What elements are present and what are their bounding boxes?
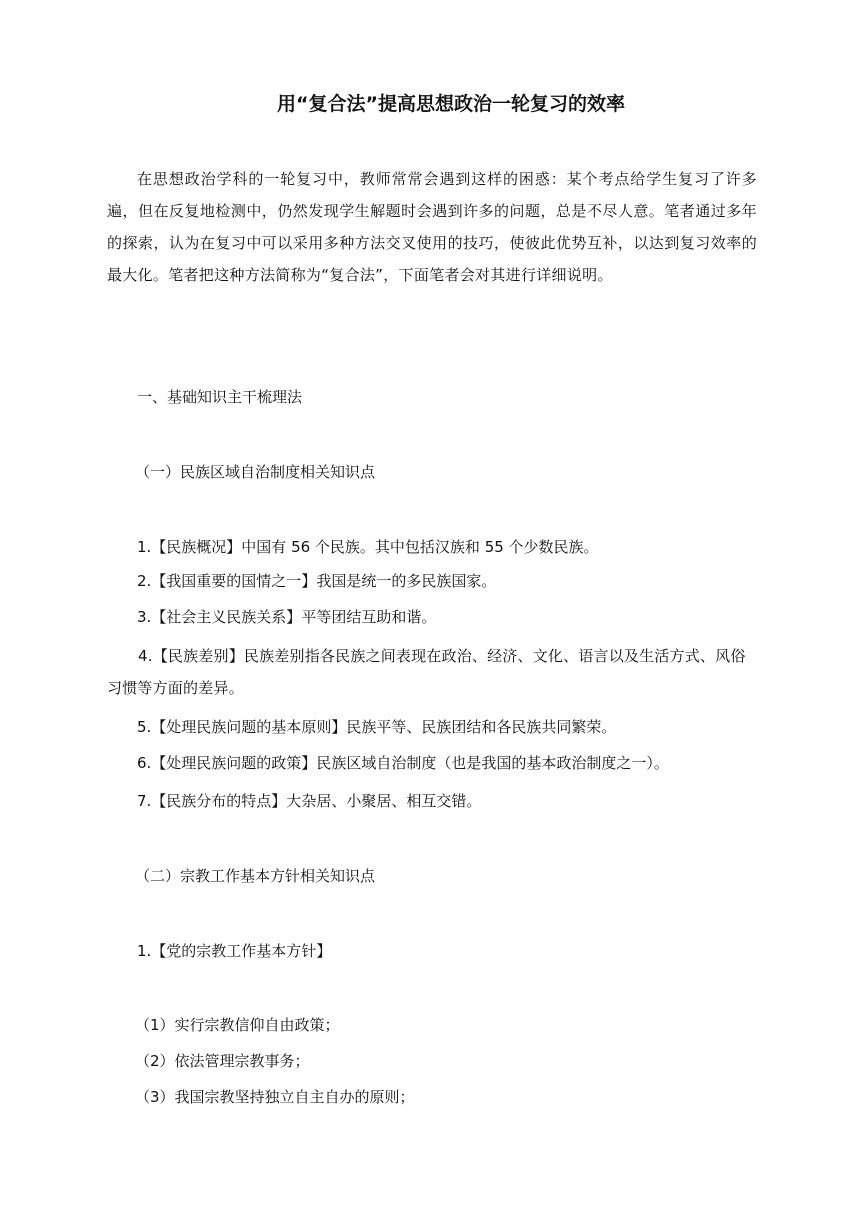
list-item: （3）我国宗教坚持独立自主自办的原则；: [135, 1088, 415, 1106]
list-item: 2.【我国重要的国情之一】我国是统一的多民族国家。: [137, 572, 497, 590]
document-title: 用“复合法”提高思想政治一轮复习的效率: [277, 93, 625, 115]
list-item: 1.【党的宗教工作基本方针】: [137, 942, 332, 960]
list-item: 4.【民族差别】民族差别指各民族之间表现在政治、经济、文化、语言以及生活方式、风俗习惯等方面的差异。: [107, 647, 746, 697]
section-heading: 一、基础知识主干梳理法: [137, 388, 303, 406]
list-item: 3.【社会主义民族关系】平等团结互助和谐。: [137, 608, 437, 626]
list-item: 7.【民族分布的特点】大杂居、小聚居、相互交错。: [137, 792, 482, 810]
list-item: 1.【民族概况】中国有 56 个民族。其中包括汉族和 55 个少数民族。: [137, 538, 599, 556]
subsection-heading: （二）宗教工作基本方针相关知识点: [135, 867, 376, 885]
list-item: 5.【处理民族问题的基本原则】民族平等、民族团结和各民族共同繁荣。: [137, 718, 617, 736]
list-item: （2）依法管理宗教事务；: [135, 1052, 310, 1070]
subsection-heading: （一）民族区域自治制度相关知识点: [135, 463, 376, 481]
list-item: （1）实行宗教信仰自由政策；: [135, 1016, 340, 1034]
list-item: 6.【处理民族问题的政策】民族区域自治制度（也是我国的基本政治制度之一）。: [137, 754, 669, 772]
intro-paragraph: 在思想政治学科的一轮复习中，教师常常会遇到这样的困惑：某个考点给学生复习了许多遍，但在反复地检测中，仍然发现学生解题时会遇到许多的问题，总是不尽人意。笔者通过多年的探索，认为在复习中可以采用多种方法交叉使用的技巧，使彼此优势互补，以达到复习效率的最大化。笔者把这种方法简称为“复合法”，下面笔者会对其进行详细说明。: [107, 170, 757, 284]
